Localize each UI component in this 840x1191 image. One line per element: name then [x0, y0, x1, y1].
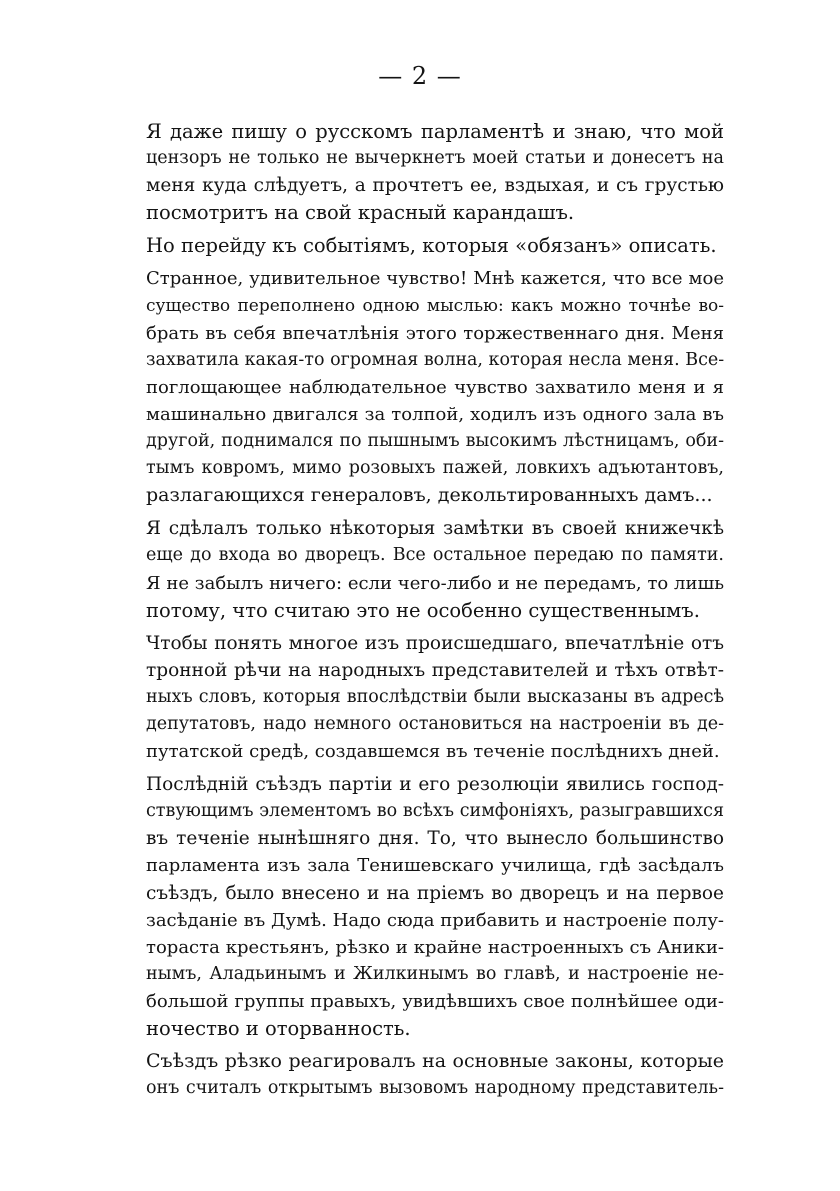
text-line: Послѣдній съѣздъ партіи и его резолюціи явились господ-	[146, 774, 724, 796]
text-line: захватила какая-то огромная волна, которая несла меня. Все-	[146, 349, 725, 370]
text-line: другой, поднимался по пышнымъ высокимъ лѣстницамъ, оби-	[146, 431, 724, 452]
text-line: съѣздъ, было внесено и на пріемъ во дворецъ и на первое	[146, 882, 724, 904]
text-line: ныхъ словъ, которыя впослѣдствіи были высказаны въ адресѣ	[146, 686, 724, 707]
text-line: еще до входа во дворецъ. Все остальное передаю по памяти.	[146, 545, 724, 566]
text-line: брать въ себя впечатлѣнія этого торжественнаго дня. Меня	[146, 322, 724, 344]
text-line: разлагающихся генераловъ, декольтированныхъ дамъ...	[146, 484, 713, 507]
text-line: путатской средѣ, создавшемся въ теченіе послѣднихъ дней.	[146, 741, 720, 763]
text-line: засѣданіе въ Думѣ. Надо сюда прибавить и настроеніе полу-	[146, 909, 724, 931]
text-line: Я не забылъ ничего: если чего-либо и не передамъ, то лишь	[146, 572, 724, 594]
text-line: ночество и оторванность.	[146, 1017, 411, 1040]
text-line: Странное, удивительное чувство! Мнѣ кажется, что все мое	[146, 268, 724, 290]
text-line: Я сдѣлалъ только нѣкоторыя замѣтки въ своей книжечкѣ	[146, 518, 724, 540]
text-line: поглощающее наблюдательное чувство захватило меня и я	[146, 376, 724, 398]
text-line: депутатовъ, надо немного остановиться на настроеніи въ де-	[146, 713, 724, 734]
paragraph	[146, 265, 724, 509]
text-line: большой группы правыхъ, увидѣвшихъ свое полнѣйшее оди-	[146, 990, 724, 1012]
text-line: ствующимъ элементомъ во всѣхъ симфоніяхъ, разыгравшихся	[146, 801, 724, 822]
paragraph	[146, 1048, 724, 1102]
page-number: — 2 —	[378, 62, 462, 90]
text-line: въ теченіе нынѣшняго дня. То, что вынесло большинство	[146, 828, 724, 850]
text-line: цензоръ не только не вычеркнетъ моей статьи и донесетъ на	[146, 148, 724, 169]
text-line: Я даже пишу о русскомъ парламентѣ и знаю, что мой	[146, 120, 724, 143]
text-line: существо переполнено одною мыслью: какъ можно точнѣе во-	[146, 295, 724, 316]
text-line: парламента изъ зала Тенишевскаго училища, гдѣ засѣдалъ	[146, 855, 724, 877]
text-line: тымъ ковромъ, мимо розовыхъ пажей, ловкихъ адъютантовъ,	[146, 458, 724, 479]
text-line: Но перейду къ событіямъ, которыя «обязанъ» описать.	[146, 234, 717, 258]
paragraph	[146, 515, 724, 623]
text-line: посмотритъ на свой красный карандашъ.	[146, 201, 575, 225]
paragraph	[146, 118, 724, 226]
paragraph	[146, 232, 724, 259]
text-line: нымъ, Аладьинымъ и Жилкинымъ во главѣ, и настроеніе не-	[146, 963, 724, 984]
text-line: меня куда слѣдуетъ, а прочтетъ ее, вздыхая, и съ грустью	[146, 175, 724, 197]
text-line: онъ считалъ открытымъ вызовомъ народному представитель-	[146, 1078, 724, 1099]
paragraph	[146, 771, 724, 1042]
text-line: тораста крестьянъ, рѣзко и крайне настроенныхъ съ Аники-	[146, 936, 724, 958]
body-text	[146, 118, 724, 1102]
text-line: Чтобы понять многое изъ происшедшаго, впечатлѣніе отъ	[146, 632, 724, 654]
paragraph	[146, 630, 724, 765]
text-line: машинально двигался за толпой, ходилъ изъ одного зала въ	[146, 403, 724, 425]
text-line: Съѣздъ рѣзко реагировалъ на основные законы, которые	[146, 1050, 724, 1073]
text-line: потому, что считаю это не особенно существеннымъ.	[146, 598, 700, 622]
text-line: тронной рѣчи на народныхъ представителей и тѣхъ отвѣт-	[146, 659, 724, 681]
